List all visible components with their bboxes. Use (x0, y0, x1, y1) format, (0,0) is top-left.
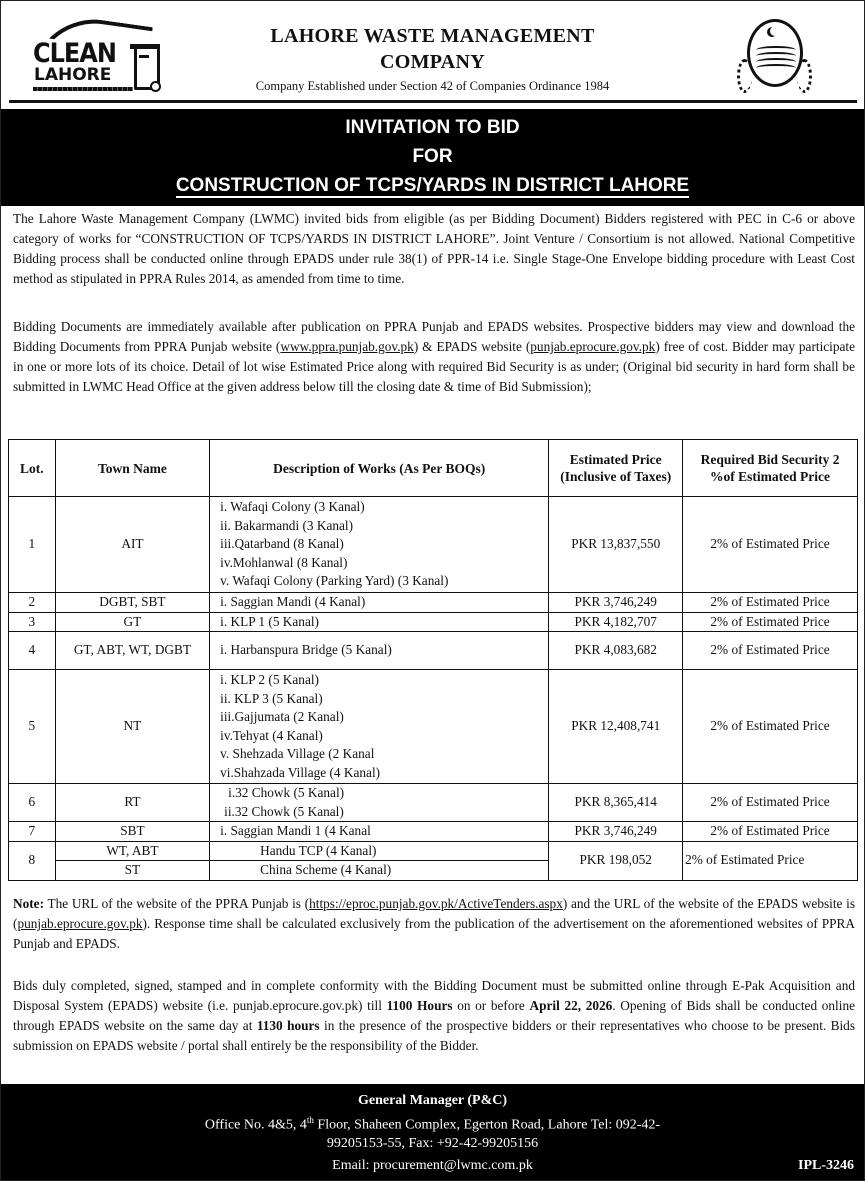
work-item: i. Saggian Mandi 1 (4 Kanal (220, 823, 371, 838)
submission-date: April 22, 2026 (529, 998, 613, 1013)
contact-email[interactable]: Email: procurement@lwmc.com.pk (332, 1158, 533, 1173)
town-cell: AIT (55, 497, 209, 593)
text: th (306, 1115, 314, 1125)
text: Bidding Documents are immediately available after publication on PPRA Punjab and EPADS websites. Prospective bidders may view and download the Bidding Documents from PPRA Punjab website ( (13, 319, 855, 354)
wreath-left-icon (737, 59, 752, 93)
emblem-circle (747, 19, 803, 87)
lot-cell: 1 (9, 497, 56, 593)
text: ) & EPADS website ( (413, 339, 531, 354)
table-row (9, 632, 858, 670)
work-item: i. Wafaqi Colony (3 Kanal) (220, 499, 365, 515)
title-line3 (1, 175, 864, 197)
work-item: i. KLP 1 (5 Kanal) (220, 613, 319, 629)
work-item: ii. KLP 3 (5 Kanal) (220, 690, 323, 706)
price-cell: PKR 13,837,550 (549, 497, 683, 593)
contact-address (1, 1115, 864, 1134)
price-cell: PKR 3,746,249 (549, 822, 683, 842)
price-cell: PKR 4,182,707 (549, 612, 683, 632)
text: Floor, Shaheen Complex, Egerton Road, Lahore Tel: 092-42- (313, 1117, 661, 1133)
lot-cell: 5 (9, 670, 56, 784)
contact-title: General Manager (P&C) (357, 1093, 508, 1108)
town-cell: SBT (55, 822, 209, 842)
works-cell (210, 632, 549, 670)
work-item: ii.32 Chowk (5 Kanal) (224, 803, 344, 819)
security-cell: 2% of Estimated Price (683, 841, 858, 880)
title-band (1, 109, 864, 206)
work-item: iii.Qatarband (8 Kanal) (220, 536, 344, 552)
works-cell (210, 822, 549, 842)
opening-time: 1130 hours (256, 1018, 320, 1033)
text: The URL of the website of the PPRA Punjab is ( (44, 896, 310, 911)
table-row (9, 670, 858, 784)
works-cell: Handu TCP (4 Kanal) (210, 841, 549, 861)
table-row (9, 841, 858, 861)
price-cell: PKR 3,746,249 (549, 593, 683, 613)
ppra-link[interactable]: www.ppra.punjab.gov.pk (280, 339, 414, 354)
security-cell: 2% of Estimated Price (683, 632, 858, 670)
org-name: LAHORE WASTE MANAGEMENT (270, 25, 595, 47)
work-item: iii.Gajjumata (2 Kanal) (220, 709, 344, 724)
table-row (9, 497, 858, 593)
header-desc: Description of Works (As Per BOQs) (210, 440, 549, 497)
org-subtitle: Company Established under Section 42 of Companies Ordinance 1984 (255, 79, 610, 93)
submission-paragraph (13, 976, 855, 1056)
submission-time: 1100 Hours (386, 998, 453, 1013)
work-item: iv.Tehyat (4 Kanal) (220, 727, 323, 743)
security-cell: 2% of Estimated Price (683, 670, 858, 784)
ppra-tenders-link[interactable]: https://eproc.punjab.gov.pk/ActiveTenders.aspx (309, 896, 563, 911)
town-cell: NT (55, 670, 209, 784)
note-label: Note: (13, 896, 45, 911)
lot-cell: 7 (9, 822, 56, 842)
security-cell: 2% of Estimated Price (683, 497, 858, 593)
org-name-line2: COMPANY (379, 51, 486, 73)
town-cell: GT, ABT, WT, DGBT (55, 632, 209, 670)
work-item: ii. Bakarmandi (3 Kanal) (220, 517, 354, 533)
text: ) free of cost. Bidder may participate in one or more lots of its choice. Detail of lot wise Estimated Price along with required Bid Security is as under; (Original bid security in hard form shall be submitted in LWMC Head Office at the given address below till the closing date & time of Bid Submission); (13, 339, 856, 394)
text: ) and the URL of the website of the EPADS website is ( (13, 896, 856, 931)
title-line2: FOR (412, 146, 453, 167)
lot-cell: 4 (9, 632, 56, 670)
works-cell: China Scheme (4 Kanal) (210, 861, 549, 881)
header-security: Required Bid Security 2 %of Estimated Price (683, 440, 858, 497)
town-cell: GT (55, 612, 209, 632)
works-cell (210, 593, 549, 613)
intro-paragraph: The Lahore Waste Management Company (LWMC) invited bids from eligible (as per Bidding Document) Bidders registered with PEC in C-6 or above category of works for “CONSTRUCTION OF TCPS/YARDS IN DISTRICT LAHORE”. Joint Venture / Consortium is not allowed. National Competitive Bidding process shall be conducted online through EPADS under rule 38(1) of PPR-14 i.e. Single Stage-One Envelope bidding procedure with Least Cost method as stipulated in PPRA Rules 2014, as amended from time to time. (13, 211, 855, 286)
logo-text-lahore: LAHORE (34, 65, 112, 85)
punjab-emblem-icon (743, 19, 803, 89)
note-paragraph (13, 894, 855, 954)
works-cell (210, 670, 549, 784)
price-cell: PKR 8,365,414 (549, 784, 683, 822)
security-cell: 2% of Estimated Price (683, 593, 858, 613)
work-item: v. Shehzada Village (2 Kanal (220, 746, 375, 761)
header-lot: Lot. (9, 440, 56, 497)
works-cell (210, 784, 549, 822)
logo-text-clean: CLEAN (33, 37, 116, 69)
header (1, 1, 864, 109)
text: . Opening of Bids shall be conducted online through EPADS website on the same day at (13, 998, 855, 1033)
text: ). Response time shall be calculated exclusively from the publication of the advertisement on the aforementioned websites of PPRA Punjab and EPADS. (13, 916, 855, 951)
works-cell (210, 497, 549, 593)
header-price: Estimated Price (Inclusive of Taxes) (549, 440, 683, 497)
wave-icon (756, 64, 796, 72)
town-cell: WT, ABT (55, 841, 209, 861)
work-item: vi.Shahzada Village (4 Kanal) (220, 764, 381, 780)
documents-paragraph (13, 317, 855, 397)
table-row (9, 784, 858, 822)
title-line1: INVITATION TO BID (345, 117, 520, 138)
lot-cell: 2 (9, 593, 56, 613)
ad-reference: IPL-3246 (798, 1158, 854, 1173)
work-item: i. KLP 2 (5 Kanal) (220, 672, 319, 687)
table-row (9, 822, 858, 842)
text: in the presence of the prospective bidders or their representatives who choose to be present. Bids submission on EPADS website / portal shall entirely be the responsibility of the Bidder. (13, 1018, 856, 1053)
lot-cell: 6 (9, 784, 56, 822)
works-cell (210, 612, 549, 632)
lot-cell: 3 (9, 612, 56, 632)
lot-cell: 8 (9, 841, 56, 880)
project-title: CONSTRUCTION OF TCPS/YARDS IN DISTRICT LAHORE (175, 175, 690, 196)
work-item: v. Wafaqi Colony (Parking Yard) (3 Kanal) (220, 573, 449, 589)
security-cell: 2% of Estimated Price (683, 612, 858, 632)
price-cell: PKR 4,083,682 (549, 632, 683, 670)
town-cell: ST (55, 861, 209, 881)
contact-phone: 99205153-55, Fax: +92-42-99205156 (326, 1136, 539, 1151)
text: Bids duly completed, signed, stamped and in complete conformity with the Bidding Document must be submitted online through E-Pak Acquisition and Disposal System (EPADS) website (i.e. punjab.eprocure.gov.pk) till (13, 978, 855, 1013)
epads-link[interactable]: punjab.eprocure.gov.pk (530, 339, 656, 354)
security-cell: 2% of Estimated Price (683, 784, 858, 822)
table-row (9, 612, 858, 632)
security-cell: 2% of Estimated Price (683, 822, 858, 842)
crescent-icon (770, 26, 780, 36)
header-divider (9, 100, 857, 103)
header-town: Town Name (55, 440, 209, 497)
epads-link[interactable]: punjab.eprocure.gov.pk (17, 916, 143, 931)
footer-band (1, 1084, 864, 1180)
table-header-row (9, 440, 858, 497)
price-cell: PKR 198,052 (549, 841, 683, 880)
work-item: i.32 Chowk (5 Kanal) (228, 785, 345, 800)
text: Office No. 4&5, 4 (204, 1117, 307, 1133)
table-row (9, 593, 858, 613)
town-cell: DGBT, SBT (55, 593, 209, 613)
work-item: i. Saggian Mandi (4 Kanal) (220, 594, 366, 609)
town-cell: RT (55, 784, 209, 822)
work-item: iv.Mohlanwal (8 Kanal) (220, 554, 348, 570)
work-item: i. Harbanspura Bridge (5 Kanal) (220, 642, 392, 658)
wreath-right-icon (797, 59, 812, 93)
text: on or before (452, 998, 530, 1013)
lots-table (8, 439, 858, 881)
price-cell: PKR 12,408,741 (549, 670, 683, 784)
